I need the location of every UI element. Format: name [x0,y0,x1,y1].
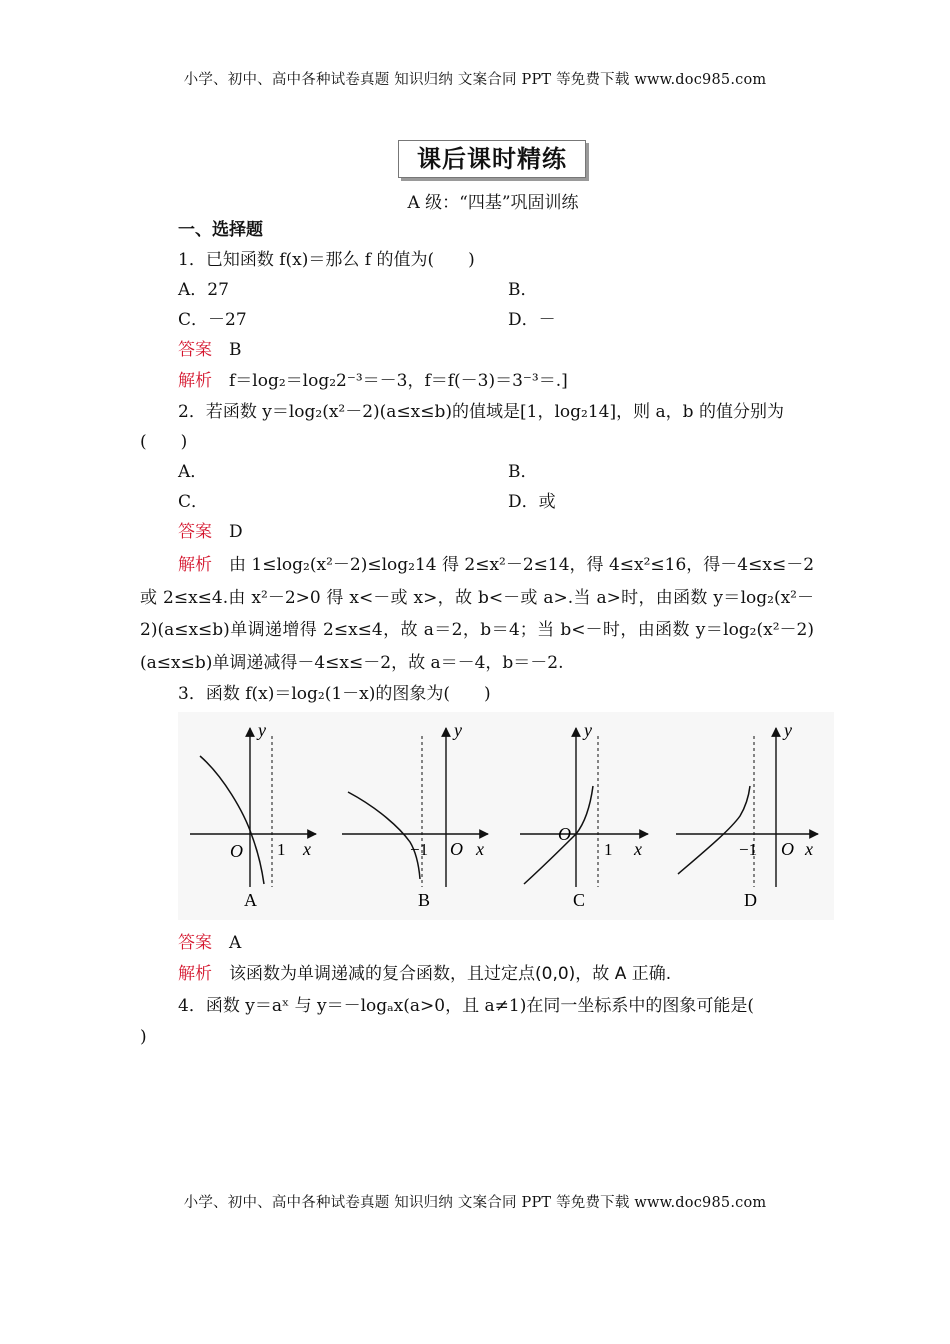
axis-y-label: y [584,720,592,740]
page-header: 小学、初中、高中各种试卷真题 知识归纳 文案合同 PPT 等免费下载 www.doc985.com [183,72,767,88]
q4-stem-cont: ) [140,1027,147,1047]
analysis-label: 解析 [178,964,212,984]
analysis-label: 解析 [178,555,213,575]
axis-y-label: y [784,720,792,740]
q1-stem: 1．已知函数 f(x)＝那么 f 的值为( ) [178,250,475,270]
q1-option-d: D．－ [508,310,556,330]
q3-graphs [178,712,834,920]
answer-label: 答案 [178,522,212,542]
q4-stem: 4．函数 y＝aˣ 与 y＝－logₐx(a>0，且 a≠1)在同一坐标系中的图象可能是( [178,996,754,1016]
q3-figure [178,712,834,920]
q3-analysis-row [178,963,671,985]
axis-x-label: x [476,839,484,859]
q1-option-c: C．－27 [178,310,247,330]
answer-label: 答案 [178,933,212,953]
axis-x-label: x [805,839,813,859]
tick-label: −1 [410,840,429,859]
q2-option-c: C． [178,492,209,512]
axis-x-label: x [634,839,642,859]
q1-analysis: f＝log₂＝log₂2⁻³＝－3，f＝f(－3)＝3⁻³＝.] [229,371,568,391]
graph-panel-b [342,720,488,910]
q1-option-a: A．27 [178,280,229,300]
q2-stem: 2．若函数 y＝log₂(x²－2)(a≤x≤b)的值域是[1，log₂14]，则 a，b 的值分别为 [178,402,784,422]
q2-option-b: B． [508,462,538,482]
analysis-label: 解析 [178,371,212,391]
q3-answer-row [178,932,241,954]
section-banner: 课后课时精练 [398,140,586,178]
tick-label: −1 [739,840,758,859]
panel-label-d: D [744,890,757,910]
axis-y-label: y [454,720,462,740]
graph-panel-d [676,720,818,910]
q3-answer: A [229,933,242,953]
axis-x-label: x [303,839,311,859]
q2-answer: D [229,522,243,542]
origin-label: O [230,841,243,861]
panel-label-c: C [573,890,586,910]
q2-option-d: D．或 [508,492,556,512]
axis-y-label: y [258,720,266,740]
q2-option-a: A． [178,462,208,482]
q1-analysis-row [178,370,568,392]
panel-label-a: A [244,890,257,910]
q2-analysis: 由 1≤log₂(x²－2)≤log₂14 得 2≤x²－2≤14，得 4≤x²≤16，得－4≤x≤－2 或 2≤x≤4.由 x²－2>0 得 x<－或 x>，故 b<－或 a>.当 a>时，由函数 y＝log₂(x²－2)(a≤x≤b)单调递增得 2≤x≤4，故 a＝2，b＝4；当 b<－时，由函数 y＝log₂(x²－2)(a≤x≤b)单调递减得－4≤x≤－2，故 a＝－4，b＝－2. [140,555,815,673]
origin-label: O [558,824,571,844]
q2-analysis-paragraph [140,549,814,679]
panel-label-b: B [418,890,431,910]
tick-label: 1 [277,840,286,859]
origin-label: O [781,839,794,859]
q3-stem: 3．函数 f(x)＝log₂(1－x)的图象为( ) [178,684,491,704]
q2-stem-cont: ( ) [140,432,188,452]
section-title: 一、选择题 [178,220,263,240]
tick-label: 1 [604,840,613,859]
origin-label: O [450,839,463,859]
answer-label: 答案 [178,340,212,360]
q1-option-b: B． [508,280,538,300]
q2-answer-row [178,521,243,543]
graph-panel-a [190,720,316,910]
level-heading: A 级：“四基”巩固训练 [407,193,579,213]
q3-analysis: 该函数为单调递减的复合函数，且过定点(0,0)，故 A 正确. [229,964,672,984]
page-footer: 小学、初中、高中各种试卷真题 知识归纳 文案合同 PPT 等免费下载 www.doc985.com [183,1195,767,1211]
q1-answer-row [178,339,242,361]
q1-answer: B [229,340,242,360]
graph-panel-c [520,720,648,910]
